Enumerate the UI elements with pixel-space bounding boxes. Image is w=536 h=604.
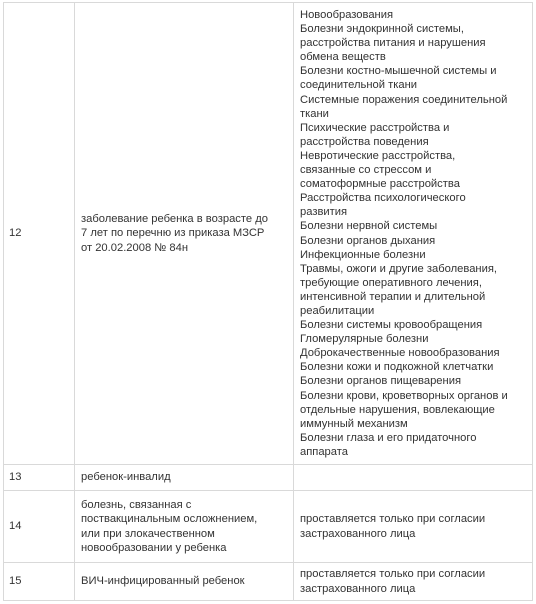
cell-text-line: заболевание ребенка в возрасте до <box>81 213 268 226</box>
cell-text-line: проставляется только при согласии <box>300 513 486 526</box>
cell-text-line: Болезни системы кровообращения <box>300 319 483 332</box>
cell-text-line: или при злокачественном <box>81 527 215 540</box>
cell-text-line: развития <box>300 206 348 219</box>
cell-text-line: расстройства питания и нарушения <box>300 37 486 50</box>
cell-text-line: Болезни костно-мышечной системы и <box>300 65 497 78</box>
cell-text-line: ВИЧ-инфицированный ребенок <box>81 575 245 588</box>
cell-text-line: требующие оперативного лечения, <box>300 276 482 289</box>
row-number: 14 <box>4 491 75 563</box>
cell-text-line: болезнь, связанная с <box>81 499 192 512</box>
condition-cell <box>75 563 294 601</box>
cell-text-line: Невротические расстройства, <box>300 149 456 162</box>
note-cell <box>294 465 533 491</box>
table-row <box>4 3 533 465</box>
cell-text-line: отдельные нарушения, вовлекающие <box>300 403 495 416</box>
condition-cell <box>75 491 294 563</box>
cell-text-line: Новообразования <box>300 9 394 21</box>
cell-text-line: застрахованного лица <box>300 582 416 595</box>
cell-text-line: Травмы, ожоги и другие заболевания, <box>300 262 498 275</box>
cell-text-line: соматоформные расстройства <box>300 178 460 191</box>
cell-text-line: Болезни органов пищеварения <box>300 375 462 388</box>
row-number: 13 <box>4 465 75 491</box>
cell-text-line: Психические расстройства и <box>300 121 450 134</box>
row-number: 15 <box>4 563 75 601</box>
cell-text-line: аппарата <box>300 445 348 458</box>
cell-text-line: от 20.02.2008 № 84н <box>81 241 189 254</box>
cell-text-line: Болезни эндокринной системы, <box>300 23 464 36</box>
table-row <box>4 465 533 491</box>
cell-text-line: 7 лет по перечню из приказа МЗСР <box>81 227 265 240</box>
cell-text-line: Болезни крови, кроветворных органов и <box>300 389 508 402</box>
cell-text-line: обмена веществ <box>300 51 386 64</box>
cell-text-line: Инфекционные болезни <box>300 248 426 261</box>
cell-text-line: новообразовании у ребенка <box>81 541 227 554</box>
cell-text-line: Системные поражения соединительной <box>300 93 508 106</box>
cell-text-line: связанные со стрессом и <box>300 164 432 177</box>
cell-text-line: Болезни нервной системы <box>300 220 438 233</box>
cell-text-line: застрахованного лица <box>300 527 416 540</box>
table-row <box>4 491 533 563</box>
conditions-table <box>3 2 533 601</box>
condition-cell <box>75 465 294 491</box>
note-cell <box>294 563 533 601</box>
cell-text-line: Болезни кожи и подкожной клетчатки <box>300 361 494 374</box>
cell-text-line: соединительной ткани <box>300 79 417 92</box>
cell-text-line: расстройства поведения <box>300 135 429 148</box>
cell-text-line: проставляется только при согласии <box>300 568 486 581</box>
cell-text-line: поствакцинальным осложнением, <box>81 513 258 526</box>
cell-text-line: ткани <box>300 107 329 120</box>
table-row <box>4 563 533 601</box>
cell-text-line: интенсивной терапии и длительной <box>300 290 486 303</box>
row-number: 12 <box>4 3 75 465</box>
cell-text-line: реабилитации <box>300 304 375 317</box>
cell-text-line: Доброкачественные новообразования <box>300 347 500 360</box>
note-cell <box>294 3 533 465</box>
cell-text-line: ребенок-инвалид <box>81 471 171 484</box>
condition-cell <box>75 3 294 465</box>
note-cell <box>294 491 533 563</box>
cell-text-line: Расстройства психологического <box>300 192 466 205</box>
cell-text-line: Болезни глаза и его придаточного <box>300 431 477 444</box>
cell-text-line: Болезни органов дыхания <box>300 234 436 247</box>
cell-text-line: Гломерулярные болезни <box>300 333 429 346</box>
cell-text-line: иммунный механизм <box>300 417 408 430</box>
